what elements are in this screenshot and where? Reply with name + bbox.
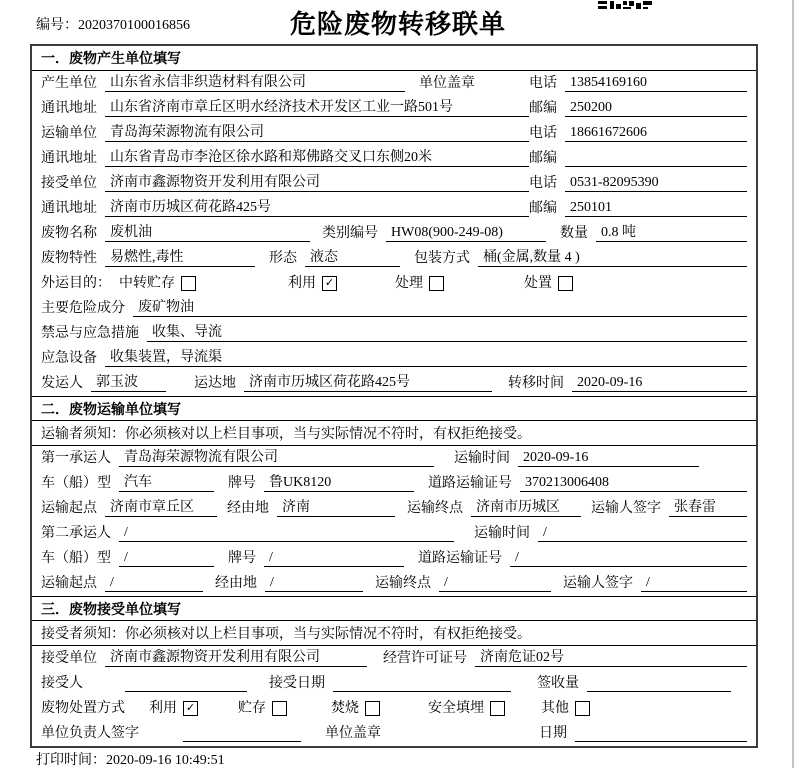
plate1-label: 牌号 [228,476,256,491]
receiver-zip-value: 250101 [565,199,747,217]
emergency-equipment-row [32,346,756,371]
waste-qty-label: 数量 [560,226,588,241]
print-time-line [36,749,225,769]
producer-unit-row [32,71,756,96]
acceptor-value [125,675,247,692]
route1-sign-value: 张春雷 [669,499,747,517]
first-carrier-value: 青岛海荣源物流有限公司 [119,449,434,467]
purpose-option-storage [119,275,196,292]
purpose-utilize-checkbox: ✓ [322,276,337,291]
road-license1-label: 道路运输证号 [428,476,512,491]
vehicle-type1-value: 汽车 [119,474,214,492]
hazard-component-row [32,296,756,321]
unit-seal-label: 单位盖章 [419,76,475,91]
unit-seal2-label: 单位盖章 [325,726,381,741]
waste-qty-value: 0.8 吨 [596,224,747,242]
route2-sign-label: 运输人签字 [563,576,633,591]
dispatcher-row [32,371,756,396]
disposal-option-storage [238,700,287,717]
disposal-other-label: 其他 [541,701,569,716]
packing-label: 包装方式 [414,251,470,266]
print-time-value: 2020-09-16 10:49:51 [106,753,225,768]
hazard-component-value: 废矿物油 [133,299,747,317]
disposal-option-incinerate [331,700,380,717]
operating-license-label: 经营许可证号 [383,651,467,666]
producer-zip-value: 250200 [565,99,747,117]
emergency-measures-value: 收集、导流 [147,324,747,342]
emergency-measures-label: 禁忌与应急措施 [41,326,139,341]
route2-via-label: 经由地 [215,576,257,591]
disposal-incinerate-label: 焚烧 [331,701,359,716]
transfer-purpose-row [32,271,756,296]
section1-header: 一．废物产生单位填写 [32,46,756,71]
signed-qty-value [587,675,731,692]
route2-end-label: 运输终点 [375,576,431,591]
responsible-signature-row [32,721,756,746]
route2-origin-label: 运输起点 [41,576,97,591]
waste-code-value: HW08(900-249-08) [386,224,546,242]
producer-address-label: 通讯地址 [41,101,97,116]
accept-date-value [333,675,511,692]
transporter-zip-value [565,150,747,167]
waste-property-row [32,246,756,271]
plate2-label: 牌号 [228,551,256,566]
route1-origin-value: 济南市章丘区 [105,499,217,517]
transfer-purpose-label: 外运目的： [41,276,111,291]
producer-address-row [32,96,756,121]
disposal-other-checkbox [575,701,590,716]
page-title: 危险废物转移联单 [289,10,506,39]
disposal-method-label: 废物处置方式 [41,701,125,716]
transporter-address-label: 通讯地址 [41,151,97,166]
emergency-equipment-value: 收集装置，导流渠 [105,349,747,367]
receiver-address-row [32,196,756,221]
waste-property-value: 易燃性,毒性 [105,249,255,267]
serial-number: 2020370100016856 [78,18,190,33]
route1-sign-label: 运输人签字 [591,501,661,516]
purpose-dispose-checkbox [558,276,573,291]
signed-qty-label: 签收量 [537,676,579,691]
waste-name-value: 废机油 [105,224,310,242]
route2-row [32,571,756,596]
transporter-address-value: 山东省青岛市李沧区徐水路和郑佛路交叉口东侧20米 [105,149,529,167]
purpose-storage-checkbox [181,276,196,291]
transporter-unit-value: 青岛海荣源物流有限公司 [105,124,529,142]
transporter-phone-value: 18661672606 [565,124,747,142]
plate1-value: 鲁UK8120 [264,474,414,492]
disposal-storage-checkbox [272,701,287,716]
waste-form-value: 液态 [305,249,400,267]
receiver-address-label: 通讯地址 [41,201,97,216]
route1-origin-label: 运输起点 [41,501,97,516]
operating-license-value: 济南危证02号 [475,649,747,667]
receiver-unit-value: 济南市鑫源物资开发利用有限公司 [105,174,529,192]
qr-code-fragment-icon [598,0,652,10]
disposal-storage-label: 贮存 [238,701,266,716]
vehicle-type1-label: 车（船）型 [41,476,111,491]
producer-phone-value: 13854169160 [565,74,747,92]
route2-via-value: / [265,574,363,592]
transporter-address-row [32,146,756,171]
producer-unit-value: 山东省永信非织造材料有限公司 [105,74,405,92]
waste-form-label: 形态 [269,251,297,266]
disposal-option-utilize [149,700,198,717]
route1-end-value: 济南市历城区 [471,499,581,517]
waste-transfer-form [30,44,758,748]
route1-row [32,496,756,521]
route1-end-label: 运输终点 [407,501,463,516]
disposal-utilize-checkbox: ✓ [183,701,198,716]
seal-date-label: 日期 [539,726,567,741]
second-carrier-label: 第二承运人 [41,526,111,541]
receiver-unit-row [32,171,756,196]
receiver-phone-label: 电话 [529,176,557,191]
producer-zip-label: 邮编 [529,101,557,116]
acceptor-row [32,671,756,696]
purpose-treat-label: 处理 [395,276,423,291]
vehicle-type1-row [32,471,756,496]
transporter-unit-row [32,121,756,146]
hazard-component-label: 主要危险成分 [41,301,125,316]
purpose-option-dispose [524,275,573,292]
first-carrier-label: 第一承运人 [41,451,111,466]
transporter-notice: 运输者须知：你必须核对以上栏目事项，当与实际情况不符时，有权拒绝接受。 [32,421,756,446]
disposal-option-other [541,700,590,717]
disposal-landfill-checkbox [490,701,505,716]
second-carrier-row [32,521,756,546]
route2-sign-value: / [641,574,747,592]
destination-label: 运达地 [194,376,236,391]
disposal-landfill-label: 安全填埋 [428,701,484,716]
vehicle-type2-value: / [119,549,214,567]
producer-unit-label: 产生单位 [41,76,97,91]
window-edge-divider [792,0,794,768]
transport-time1-label: 运输时间 [454,451,510,466]
waste-name-row [32,221,756,246]
transport-time2-value: / [538,524,747,542]
disposal-option-landfill [428,700,505,717]
second-carrier-value: / [119,524,454,542]
accept-unit-value: 济南市鑫源物资开发利用有限公司 [105,649,367,667]
receiver-unit-label: 接受单位 [41,176,97,191]
page-header [0,0,796,44]
plate2-value: / [264,549,404,567]
responsible-signature-value [183,725,301,742]
responsible-signature-label: 单位负责人签字 [41,726,139,741]
dispatcher-value: 郭玉波 [91,374,166,392]
disposal-incinerate-checkbox [365,701,380,716]
transfer-time-value: 2020-09-16 [572,374,747,392]
packing-value: 桶(金属,数量 4 ) [478,249,747,267]
transport-time1-value: 2020-09-16 [518,449,699,467]
disposal-utilize-label: 利用 [149,701,177,716]
transport-time2-label: 运输时间 [474,526,530,541]
route2-end-value: / [439,574,551,592]
accept-date-label: 接受日期 [269,676,325,691]
purpose-option-utilize [288,275,337,292]
receiver-notice: 接受者须知：你必须核对以上栏目事项，当与实际情况不符时，有权拒绝接受。 [32,621,756,646]
purpose-treat-checkbox [429,276,444,291]
vehicle-type2-row [32,546,756,571]
purpose-option-treat [395,275,444,292]
vehicle-type2-label: 车（船）型 [41,551,111,566]
transporter-phone-label: 电话 [529,126,557,141]
serial-label: 编号： [36,18,78,33]
waste-name-label: 废物名称 [41,226,97,241]
receiver-phone-value: 0531-82095390 [565,174,747,192]
transporter-unit-label: 运输单位 [41,126,97,141]
road-license1-value: 370213006408 [520,474,747,492]
producer-phone-label: 电话 [529,76,557,91]
emergency-measures-row [32,321,756,346]
acceptor-label: 接受人 [41,676,83,691]
section3-header: 三．废物接受单位填写 [32,596,756,621]
road-license2-value: / [510,549,747,567]
producer-address-value: 山东省济南市章丘区明水经济技术开发区工业一路501号 [105,99,529,117]
purpose-storage-label: 中转贮存 [119,276,175,291]
seal-date-value [575,725,747,742]
purpose-utilize-label: 利用 [288,276,316,291]
transfer-time-label: 转移时间 [508,376,564,391]
print-time-label: 打印时间： [36,753,106,768]
road-license2-label: 道路运输证号 [418,551,502,566]
waste-code-label: 类别编号 [322,226,378,241]
receiver-address-value: 济南市历城区荷花路425号 [105,199,529,217]
dispatcher-label: 发运人 [41,376,83,391]
section2-header: 二．废物运输单位填写 [32,396,756,421]
accept-unit-row [32,646,756,671]
route1-via-label: 经由地 [227,501,269,516]
accept-unit-label: 接受单位 [41,651,97,666]
route1-via-value: 济南 [277,499,395,517]
purpose-dispose-label: 处置 [524,276,552,291]
waste-property-label: 废物特性 [41,251,97,266]
disposal-method-row [32,696,756,721]
route2-origin-value: / [105,574,203,592]
transporter-zip-label: 邮编 [529,151,557,166]
destination-value: 济南市历城区荷花路425号 [244,374,492,392]
first-carrier-row [32,446,756,471]
receiver-zip-label: 邮编 [529,201,557,216]
emergency-equipment-label: 应急设备 [41,351,97,366]
